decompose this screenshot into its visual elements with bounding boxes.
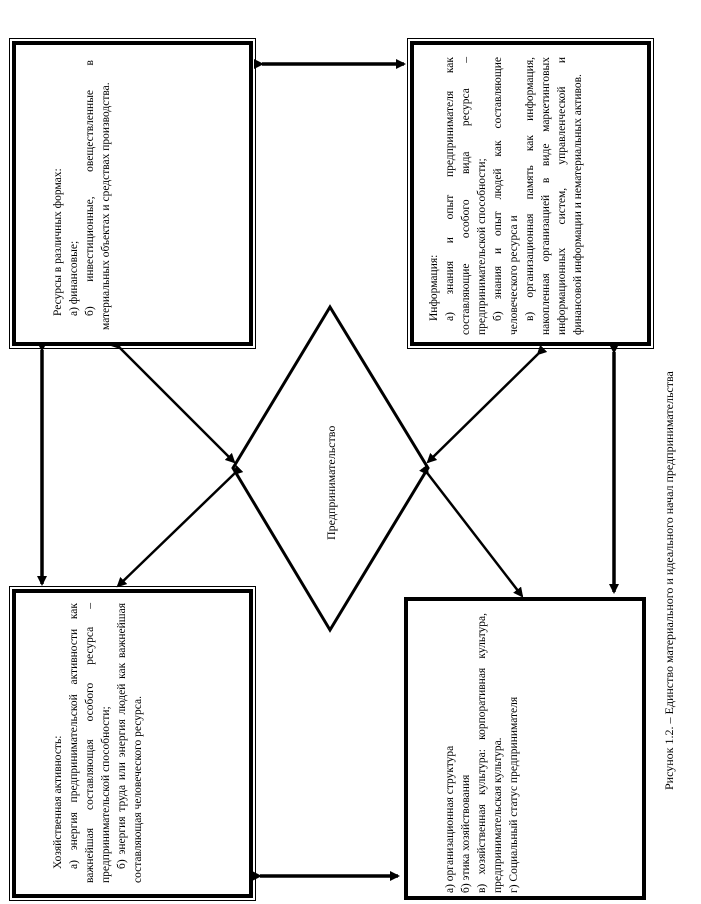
box-culture-item: а) организационная структура (444, 745, 456, 893)
box-information (410, 41, 651, 346)
box-culture (404, 597, 646, 900)
arrow-diag-top-left (120, 348, 234, 462)
box-resources-item: а) финансовые; (68, 240, 80, 316)
box-resources (12, 41, 253, 346)
box-activity (12, 589, 253, 898)
box-resources-title: Ресурсы в различных формах: (52, 168, 64, 316)
figure-caption: Рисунок 1.2. – Единство материального и идеального начал предпринимательства (662, 371, 676, 790)
arrow-diag-bottom-right (428, 474, 522, 596)
box-activity-title: Хозяйственная активность: (52, 735, 64, 869)
box-activity-item: б) энергия труда или энергия людей как важнейшая составляющая человеческого ресурса. (116, 603, 144, 883)
box-activity-text (50, 603, 146, 883)
box-information-title: Информация: (428, 254, 440, 321)
box-culture-text (442, 613, 522, 893)
arrow-diag-top-right (428, 354, 538, 462)
box-culture-item: в) хозяйственная культура: корпоративная культура, предпринимательская культура. (476, 613, 504, 893)
box-culture-item: б) этика хозяйствования (460, 774, 472, 893)
box-information-text (426, 57, 586, 335)
box-culture-item: г) Социальный статус предпринимателя (508, 696, 520, 893)
box-activity-item: а) энергия предпринимательской активности как важнейшая составляющая особого ресурса – предпринимательской способности; (68, 603, 112, 883)
box-information-item: в) организационная память как информация, накопленная организацией в виде маркетинговых информационных систем, управленческой и финансовой информации и нематериальных активов. (524, 57, 584, 335)
arrow-diag-bottom-left (118, 474, 234, 586)
box-resources-item: б) инвестиционные, овеществленные в материальных объектах и средствах производства. (84, 60, 112, 330)
box-information-item: а) знания и опыт предпринимателя как составляющие особого вида ресурса – предпринимательской способности; (444, 57, 488, 335)
box-information-item: б) знания и опыт людей как составляющие человеческого ресурса и (492, 57, 520, 335)
center-label: Предпринимательство (324, 425, 338, 540)
box-resources-text (50, 60, 114, 330)
